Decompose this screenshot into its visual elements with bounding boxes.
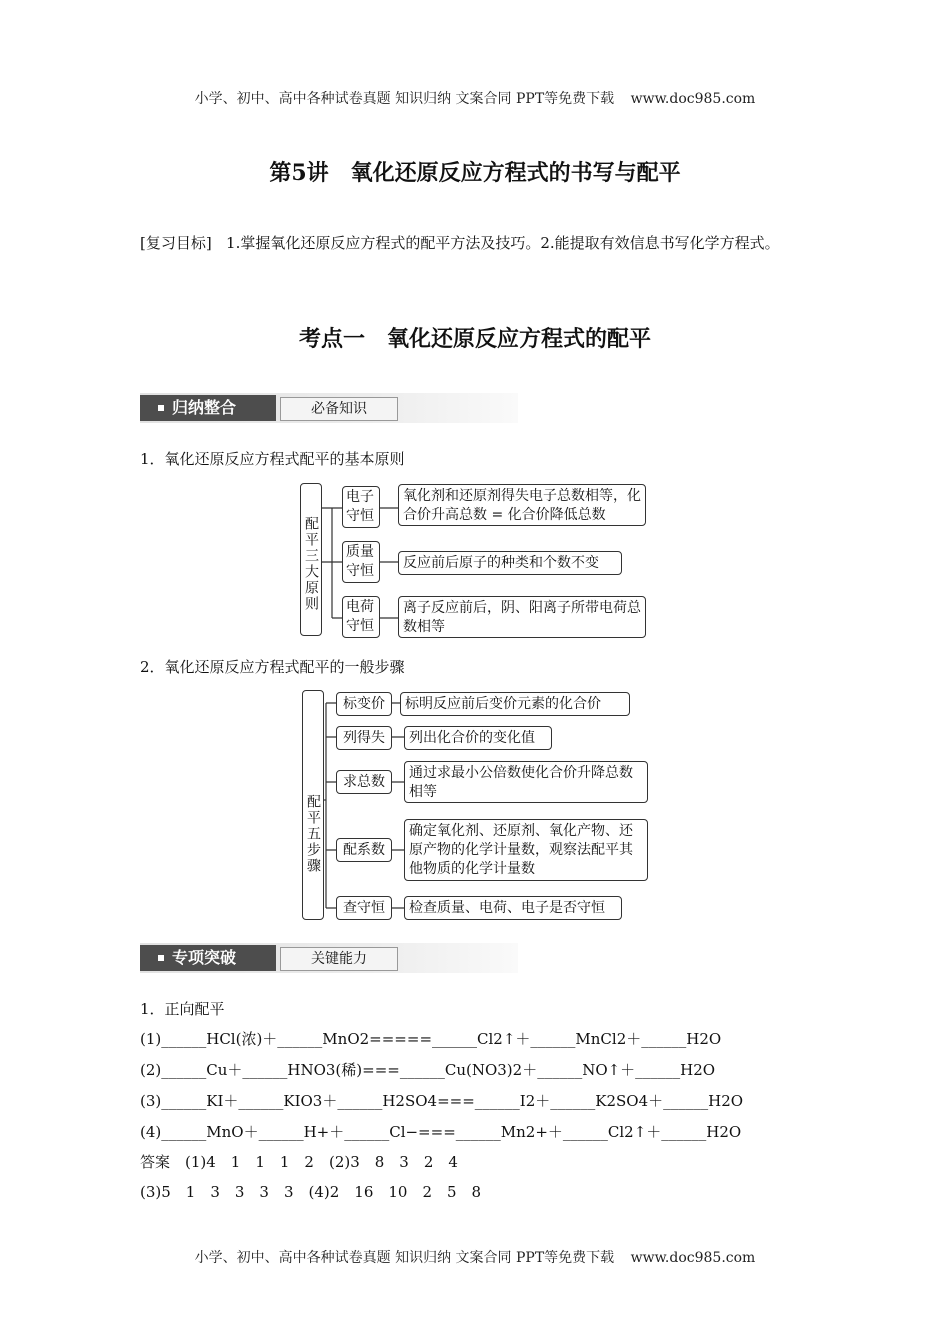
diagram1-desc-charge: 离子反应前后，阴、阳离子所带电荷总数相等: [398, 596, 646, 638]
diagram2-desc-list: 列出化合价的变化值: [404, 726, 552, 750]
header-text: 小学、初中、高中各种试卷真题 知识归纳 文案合同 PPT等免费下载: [194, 91, 615, 107]
diagram2-desc-mark: 标明反应前后变价元素的化合价: [400, 692, 630, 716]
diagram2-desc-check: 检查质量、电荷、电子是否守恒: [404, 896, 622, 920]
diagram2-label-coeff: 配系数: [336, 838, 392, 862]
equation-3: (3)______KI＋______KIO3＋______H2SO4===______I2＋______K2SO4＋______H2O: [140, 1092, 744, 1110]
diagram1-root: 配平三大原则: [300, 483, 322, 636]
goal-label: [复习目标]: [140, 234, 212, 252]
equation-2: (2)______Cu＋______HNO3(稀)===______Cu(NO3)2＋______NO↑＋______H2O: [140, 1061, 716, 1079]
diagram1-desc-mass: 反应前后原子的种类和个数不变: [398, 551, 622, 575]
equation-1: (1)______HCl(浓)＋______MnO2=====______Cl2↑＋______MnCl2＋______H2O: [140, 1030, 722, 1048]
practice-title: 1．正向配平: [140, 1000, 225, 1018]
item-heading-2: 2．氧化还原反应方程式配平的一般步骤: [140, 658, 405, 676]
answer-line-2: (3)5 1 3 3 3 3 (4)2 16 10 2 5 8: [140, 1183, 482, 1201]
diagram1-label-charge: 电荷守恒: [342, 596, 380, 638]
footer-site-link[interactable]: www.doc985.com: [630, 1250, 756, 1266]
diagram2-root: 配平五步骤: [302, 690, 324, 920]
banner-practice: [140, 943, 518, 973]
item-heading-1: 1．氧化还原反应方程式配平的基本原则: [140, 450, 405, 468]
diagram2-label-total: 求总数: [336, 770, 392, 794]
lecture-title: 第5讲 氧化还原反应方程式的书写与配平: [269, 160, 681, 186]
equation-4: (4)______MnO＋______H+＋______Cl−===______Mn2+＋______Cl2↑＋______H2O: [140, 1123, 742, 1141]
diagram1-label-mass: 质量守恒: [342, 541, 380, 583]
answer-line-1: 答案 (1)4 1 1 1 2 (2)3 8 3 2 4: [140, 1153, 458, 1171]
diagram2-label-check: 查守恒: [336, 896, 392, 920]
diagram1-desc-electron: 氧化剂和还原剂得失电子总数相等，化合价升高总数 = 化合价降低总数: [398, 484, 646, 526]
footer-text: 小学、初中、高中各种试卷真题 知识归纳 文案合同 PPT等免费下载: [194, 1250, 615, 1266]
section-title: 考点一 氧化还原反应方程式的配平: [298, 326, 651, 352]
diagram2-desc-coeff: 确定氧化剂、还原剂、氧化产物、还原产物的化学计量数，观察法配平其他物质的化学计量数: [404, 819, 648, 881]
banner2-dark: 专项突破: [140, 945, 276, 971]
banner-dark: 归纳整合: [140, 395, 276, 421]
diagram2-desc-total: 通过求最小公倍数使化合价升降总数相等: [404, 761, 648, 803]
diagram2-label-mark: 标变价: [336, 692, 392, 716]
banner2-light: 关键能力: [280, 947, 398, 971]
goal-text: 1.掌握氧化还原反应方程式的配平方法及技巧。2.能提取有效信息书写化学方程式。: [226, 234, 780, 252]
banner-light: 必备知识: [280, 397, 398, 421]
diagram1-label-electron: 电子守恒: [342, 486, 380, 528]
header-site-link[interactable]: www.doc985.com: [630, 91, 756, 107]
page-footer: [0, 1247, 950, 1267]
diagram2-label-list: 列得失: [336, 726, 392, 750]
